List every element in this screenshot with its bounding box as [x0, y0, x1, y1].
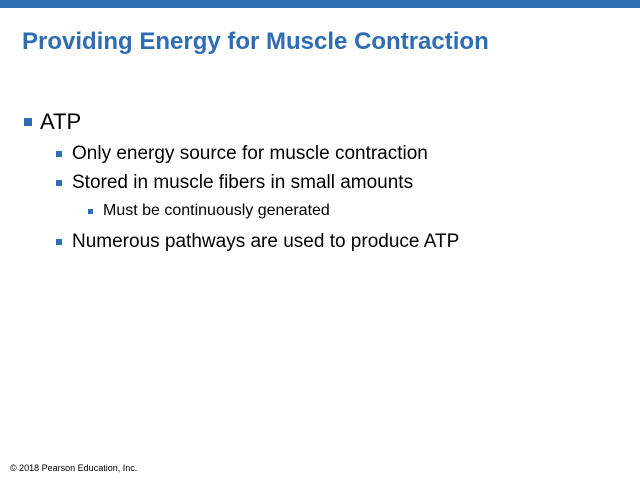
square-bullet-icon [56, 151, 62, 157]
bullet-text: Must be continuously generated [103, 202, 330, 219]
bullet-level2-stored [56, 171, 413, 195]
square-bullet-icon [56, 180, 62, 186]
bullet-text: Numerous pathways are used to produce ATP [72, 231, 460, 252]
bullet-text: ATP [40, 109, 82, 134]
bullet-text: Only energy source for muscle contraction [72, 143, 428, 164]
slide-title: Providing Energy for Muscle Contraction [22, 28, 489, 55]
square-bullet-icon [24, 118, 32, 126]
bullet-level2-energy-source [56, 142, 428, 166]
copyright-footer: © 2018 Pearson Education, Inc. [10, 463, 138, 473]
bullet-level3-generated [88, 201, 330, 221]
square-bullet-icon [88, 209, 93, 214]
square-bullet-icon [56, 239, 62, 245]
bullet-level1-atp [24, 108, 81, 136]
bullet-level2-pathways [56, 230, 459, 254]
bullet-text: Stored in muscle fibers in small amounts [72, 172, 414, 193]
header-accent-bar [0, 0, 640, 8]
